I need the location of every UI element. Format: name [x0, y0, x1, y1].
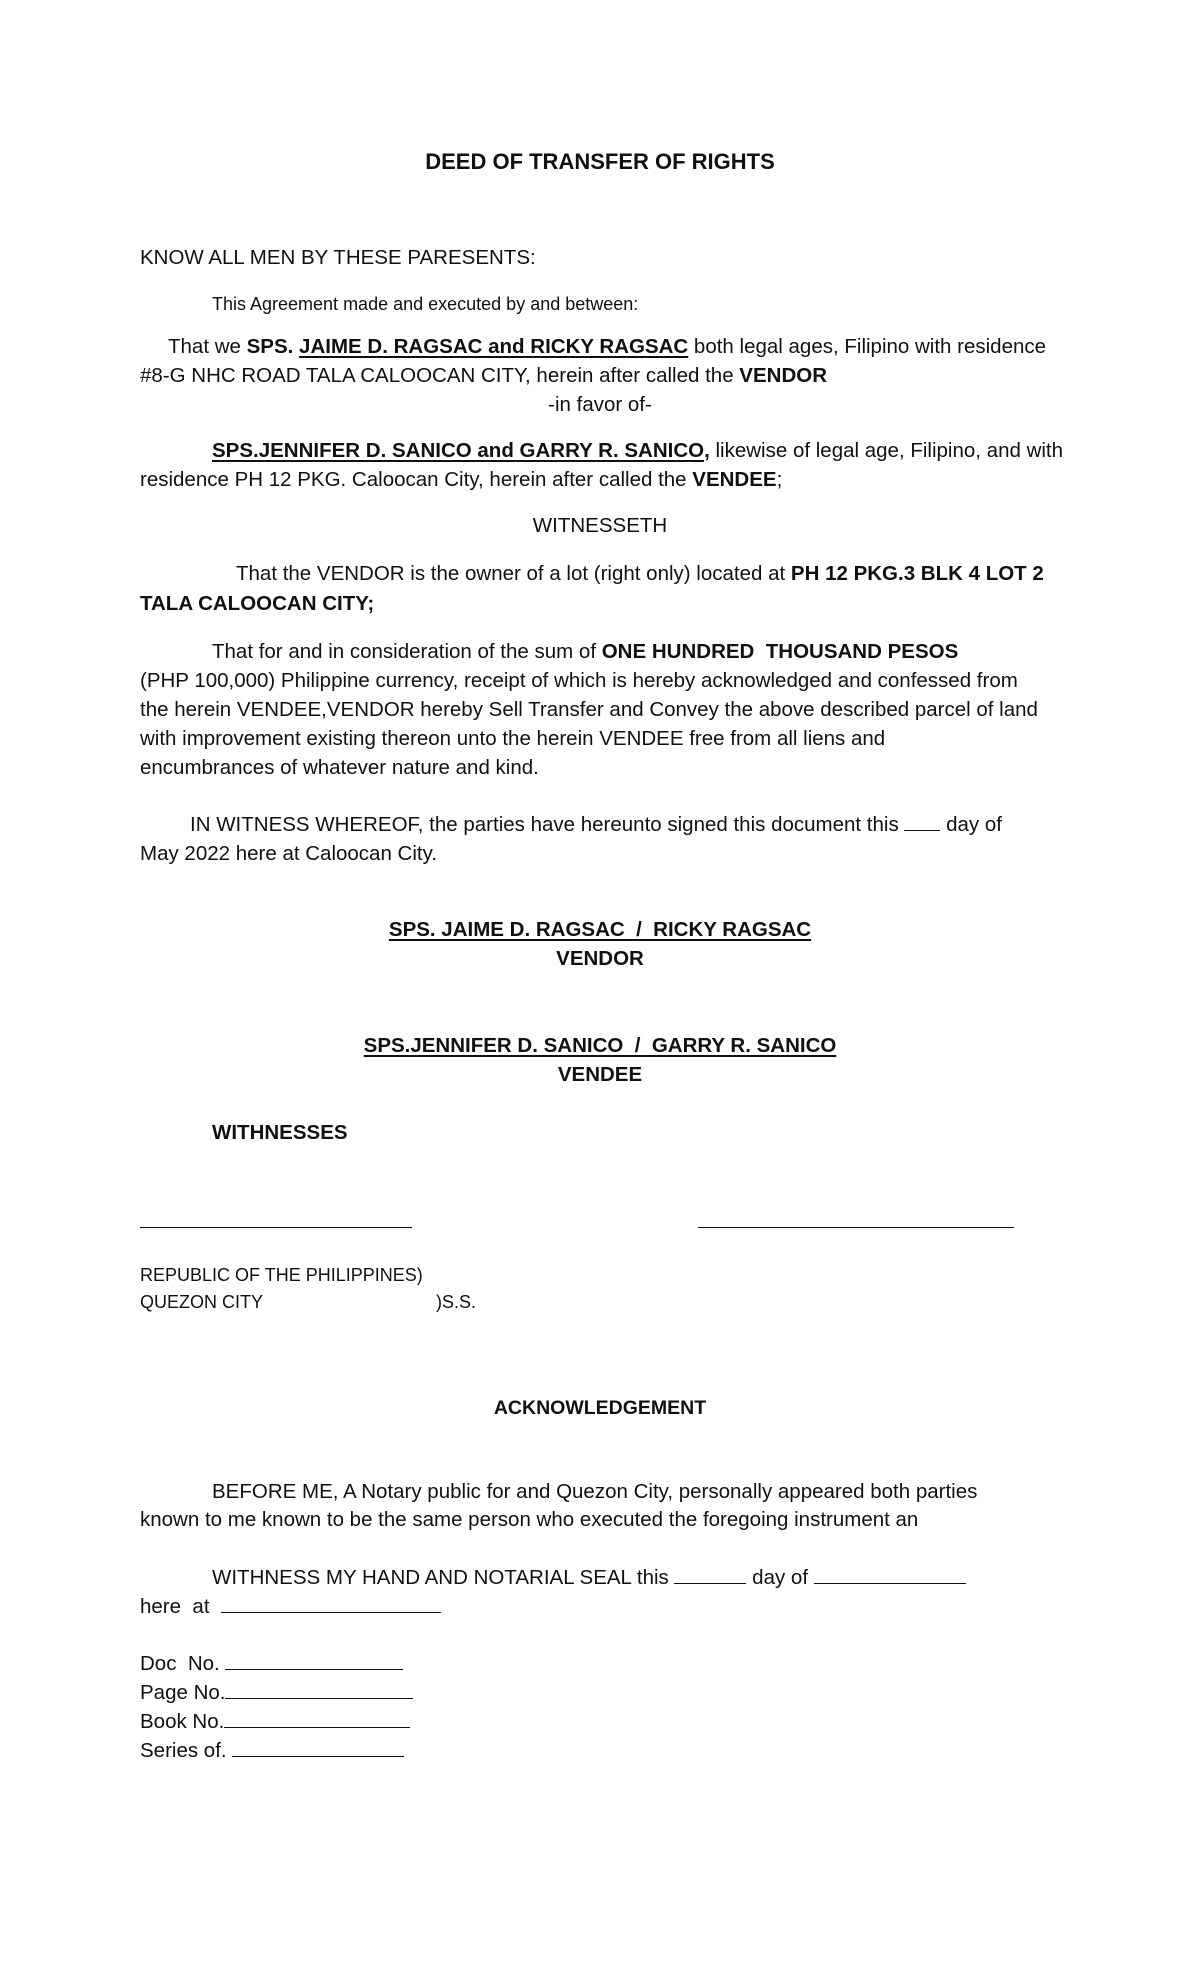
lot-location: PH 12 PKG.3 BLK 4 LOT 2 [790, 562, 1044, 585]
book-no-blank [224, 1709, 410, 1728]
here-at-line: here at [140, 1593, 441, 1621]
vendee-line-2: residence PH 12 PKG. Caloocan City, herein after called the VENDEE; [140, 468, 783, 491]
witness-signature-line-2 [698, 1227, 1014, 1228]
acknowledgement-title: ACKNOWLEDGEMENT [493, 1397, 707, 1419]
witness-signature-line-1 [140, 1227, 412, 1228]
vendee-word: VENDEE [692, 468, 777, 491]
series-line: Series of. [140, 1737, 404, 1765]
witnesseth: WITNESSETH [532, 514, 668, 537]
vendee-line-1: SPS.JENNIFER D. SANICO and GARRY R. SANICO, likewise of legal age, Filipino, and with [212, 439, 1064, 462]
owner-line-2: TALA CALOOCAN CITY; [140, 592, 375, 615]
witnesses-label: WITHNESSES [212, 1121, 348, 1144]
witness-whereof-line-1: IN WITNESS WHEREOF, the parties have hereunto signed this document this day of [190, 813, 1002, 836]
series-blank [232, 1738, 404, 1757]
doc-no-line: Doc No. [140, 1650, 403, 1678]
consideration-line-4: with improvement existing thereon unto the herein VENDEE free from all liens and [140, 727, 886, 750]
owner-line-1: That the VENDOR is the owner of a lot (right only) located at PH 12 PKG.3 BLK 4 LOT 2 [236, 562, 1044, 585]
consideration-line-3: the herein VENDEE,VENDOR hereby Sell Transfer and Convey the above described parcel of land [140, 698, 1038, 721]
seal-day-blank [674, 1565, 746, 1584]
page-no-blank [225, 1680, 413, 1699]
consideration-line-2: (PHP 100,000) Philippine currency, receipt of which is hereby acknowledged and confessed from [140, 669, 1018, 692]
seal-month-blank [814, 1565, 966, 1584]
vendor-line-2: #8-G NHC ROAD TALA CALOOCAN CITY, herein after called the VENDOR [140, 364, 828, 387]
consideration-line-5: encumbrances of whatever nature and kind. [140, 756, 539, 779]
vendor-signature-role: VENDOR [556, 947, 644, 970]
acknowledgement-line-1: BEFORE ME, A Notary public for and Quezon City, personally appeared both parties [212, 1480, 978, 1503]
salutation: KNOW ALL MEN BY THESE PARESENTS: [140, 246, 536, 269]
in-favor-of: -in favor of- [548, 393, 652, 416]
page-title: DEED OF TRANSFER OF RIGHTS [425, 149, 775, 174]
witness-whereof-line-2: May 2022 here at Caloocan City. [140, 842, 438, 865]
intro-text: This Agreement made and executed by and between: [212, 294, 639, 314]
vendor-names: JAIME D. RAGSAC and RICKY RAGSAC [299, 335, 689, 358]
vendee-signature-role: VENDEE [557, 1063, 643, 1086]
vendor-line-1: That we SPS. JAIME D. RAGSAC and RICKY RAGSAC both legal ages, Filipino with residence [168, 335, 1047, 358]
vendor-word: VENDOR [739, 364, 828, 387]
venue-city: QUEZON CITY [140, 1292, 264, 1312]
venue-republic: REPUBLIC OF THE PHILIPPINES) [140, 1265, 423, 1285]
vendee-signature-names: SPS.JENNIFER D. SANICO / GARRY R. SANICO [363, 1034, 837, 1057]
book-no-line: Book No. [140, 1708, 410, 1736]
venue-ss: )S.S. [436, 1292, 477, 1312]
day-blank [904, 812, 940, 831]
here-at-blank [221, 1594, 441, 1613]
acknowledgement-line-2: known to me known to be the same person who executed the foregoing instrument an [140, 1508, 919, 1531]
consideration-line-1: That for and in consideration of the sum of ONE HUNDRED THOUSAND PESOS [212, 640, 959, 663]
page-no-line: Page No. [140, 1679, 413, 1707]
doc-no-blank [225, 1651, 403, 1670]
amount-words: ONE HUNDRED THOUSAND PESOS [601, 640, 959, 663]
notarial-seal-line: WITHNESS MY HAND AND NOTARIAL SEAL this day of [212, 1564, 966, 1592]
vendor-signature-names: SPS. JAIME D. RAGSAC / RICKY RAGSAC [388, 918, 812, 941]
vendee-names: SPS.JENNIFER D. SANICO and GARRY R. SANICO [212, 439, 705, 462]
